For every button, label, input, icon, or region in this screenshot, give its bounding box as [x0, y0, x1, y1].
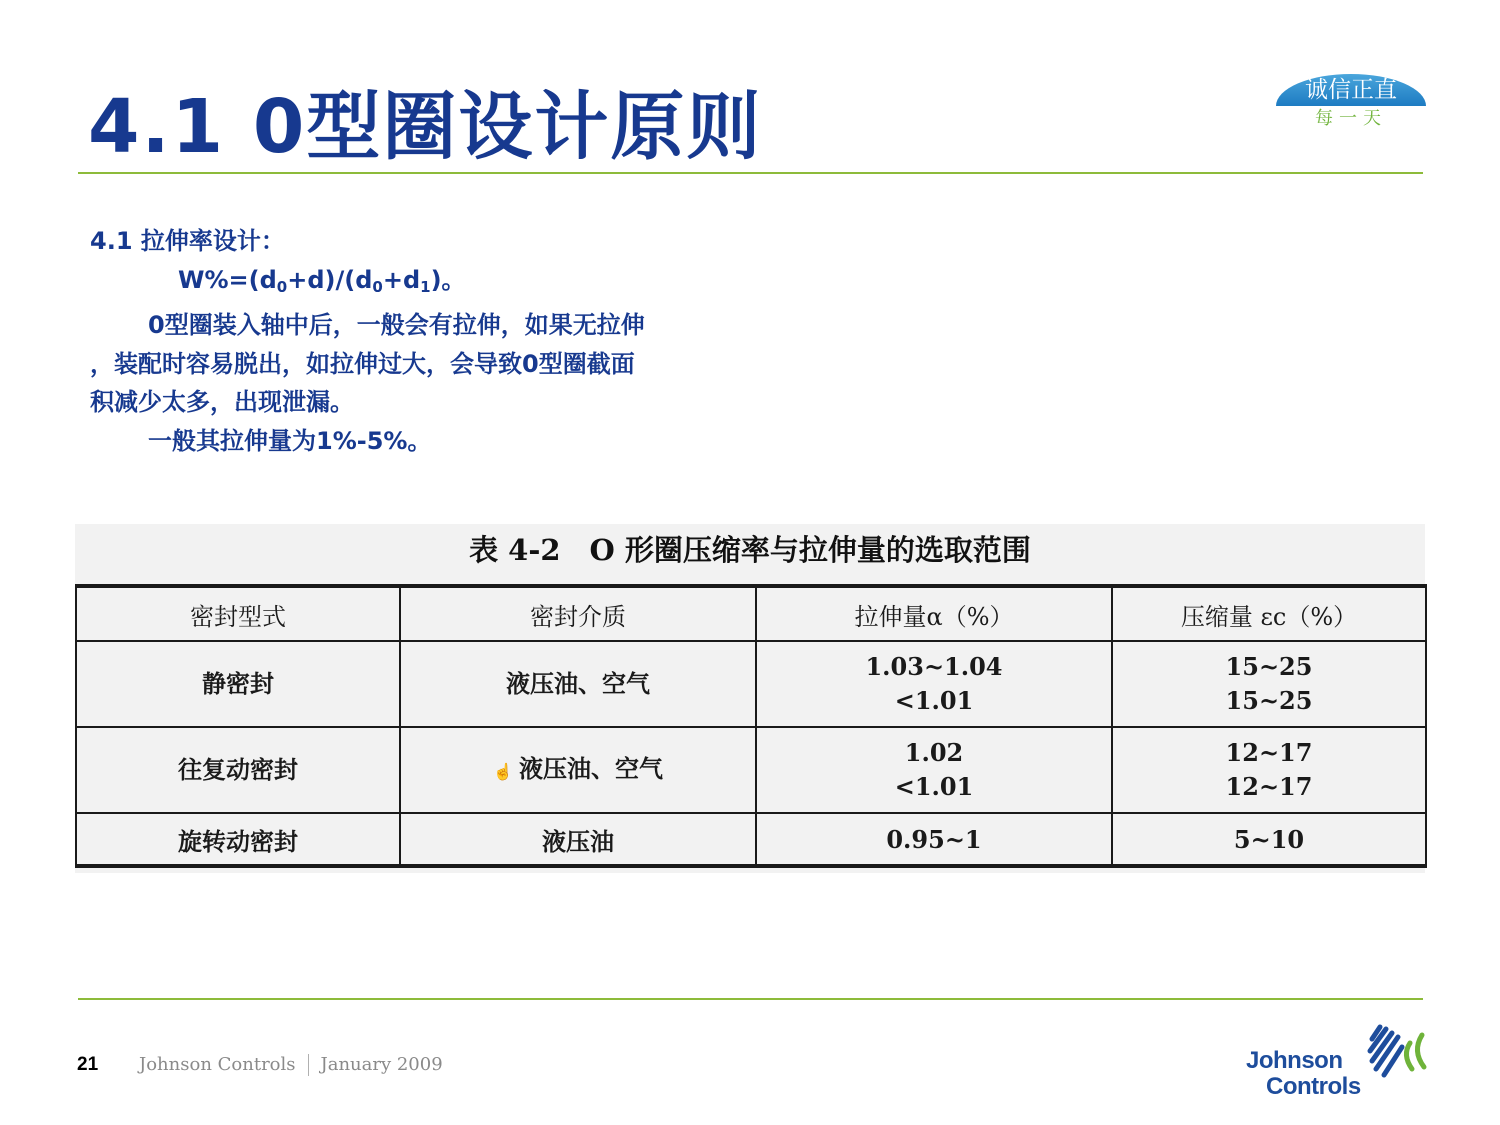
table-row: [76, 641, 1426, 727]
seal-type-cell: 静密封: [76, 641, 400, 727]
badge-line1: 诚信正直: [1305, 77, 1397, 103]
stretch-cell: 1.03~1.04 <1.01: [756, 641, 1112, 727]
logo-word-1: Johnson: [1246, 1047, 1343, 1074]
badge-line2: 每一天: [1315, 108, 1387, 129]
compress-cell: 5~10: [1112, 813, 1426, 866]
column-header: 密封型式: [76, 586, 400, 641]
footer-company: Johnson Controls: [139, 1054, 296, 1075]
logo-mark-icon: [1366, 1023, 1428, 1083]
stretch-cell: 0.95~1: [756, 813, 1112, 866]
page-number: 21: [77, 1054, 99, 1075]
stretch-cell: 1.02 <1.01: [756, 727, 1112, 813]
table-image: [75, 524, 1425, 873]
column-header: 拉伸量α（%）: [756, 586, 1112, 641]
integrity-badge: [1276, 74, 1426, 130]
hand-cursor-icon: ☝: [493, 761, 513, 781]
medium-cell: 液压油: [400, 813, 756, 866]
bottom-divider: [78, 998, 1423, 1000]
footer-date: January 2009: [320, 1054, 443, 1075]
column-header: 压缩量 εc（%）: [1112, 586, 1426, 641]
medium-cell: ☝ 液压油、空气: [400, 727, 756, 813]
seal-type-cell: 往复动密封: [76, 727, 400, 813]
paragraph-line: 0型圈装入轴中后，一般会有拉伸，如果无拉伸: [148, 311, 645, 339]
slide-title: 4.1 0型圈设计原则: [88, 84, 763, 170]
compress-cell: 12~17 12~17: [1112, 727, 1426, 813]
footer-separator: [308, 1054, 309, 1076]
company-logo: [1244, 1023, 1428, 1105]
table-row: [76, 727, 1426, 813]
body-text: [90, 222, 750, 460]
paragraph-line: 一般其拉伸量为1%-5%。: [148, 426, 432, 455]
compress-cell: 15~25 15~25: [1112, 641, 1426, 727]
logo-word-2: Controls: [1266, 1073, 1361, 1100]
footer-info: [139, 1054, 443, 1076]
spec-table: [75, 584, 1427, 868]
seal-type-cell: 旋转动密封: [76, 813, 400, 866]
column-header: 密封介质: [400, 586, 756, 641]
formula: $W\%=(d_0+d)/(d_0+d_1)$。: [178, 265, 466, 296]
table-header-row: [76, 586, 1426, 641]
paragraph-line: 积减少太多，出现泄漏。: [90, 388, 354, 416]
table-row: [76, 813, 1426, 866]
medium-cell: 液压油、空气: [400, 641, 756, 727]
paragraph-line: ，装配时容易脱出，如拉伸过大，会导致0型圈截面: [90, 349, 635, 378]
section-heading: 4.1 拉伸率设计：: [90, 227, 285, 255]
table-caption: 表 4-2 O 形圈压缩率与拉伸量的选取范围: [469, 533, 1031, 567]
top-divider: [78, 172, 1423, 174]
